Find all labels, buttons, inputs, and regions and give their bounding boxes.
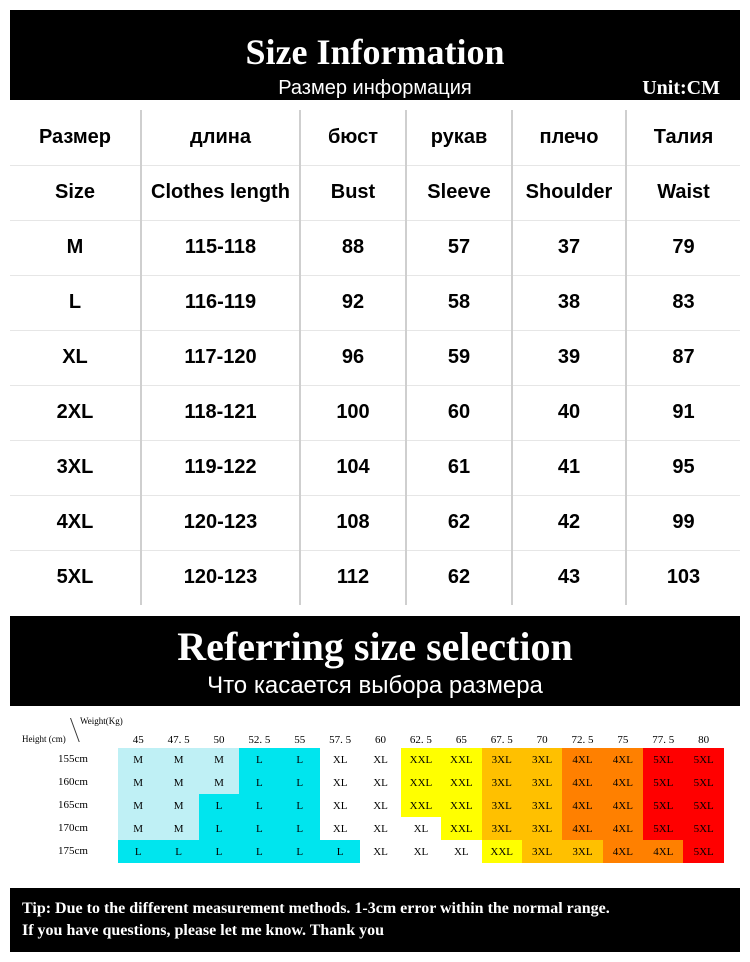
grid-cell: 3XL: [562, 840, 602, 863]
table-cell: Талия: [626, 110, 740, 165]
footer-tip: [10, 888, 740, 952]
table-cell: 119-122: [141, 440, 300, 495]
grid-cell: L: [239, 748, 279, 771]
grid-cell: XL: [320, 748, 360, 771]
table-cell: длина: [141, 110, 300, 165]
table-cell: 61: [406, 440, 512, 495]
grid-cell: L: [239, 771, 279, 794]
table-header-en: [10, 165, 740, 220]
grid-cell: 3XL: [522, 794, 562, 817]
weight-label: 52. 5: [248, 734, 271, 746]
grid-cell: L: [239, 840, 279, 863]
table-cell: 62: [406, 495, 512, 550]
grid-cell: 4XL: [603, 794, 643, 817]
grid-cell: 4XL: [562, 794, 602, 817]
weight-label: 45: [132, 734, 144, 746]
weight-label: 80: [698, 734, 710, 746]
table-cell: 103: [626, 550, 740, 605]
table-cell: L: [10, 275, 141, 330]
weight-label: 67. 5: [490, 734, 513, 746]
table-cell: 118-121: [141, 385, 300, 440]
grid-cell: M: [158, 794, 198, 817]
grid-cell: XXL: [441, 771, 481, 794]
grid-cell: 5XL: [643, 771, 683, 794]
grid-cell: M: [199, 748, 239, 771]
grid-cell: 5XL: [683, 771, 723, 794]
table-cell: 57: [406, 220, 512, 275]
grid-cell: XL: [320, 817, 360, 840]
grid-cell: XL: [401, 817, 441, 840]
weight-axis-label: Weight(Kg): [80, 716, 123, 726]
table-row: [10, 440, 740, 495]
height-label: 175cm: [58, 845, 88, 857]
height-label: 160cm: [58, 776, 88, 788]
grid-cell: 4XL: [562, 748, 602, 771]
table-cell: 108: [300, 495, 406, 550]
table-cell: 120-123: [141, 550, 300, 605]
size-table: [10, 110, 740, 605]
table-cell: 117-120: [141, 330, 300, 385]
table-cell: 88: [300, 220, 406, 275]
table-cell: 120-123: [141, 495, 300, 550]
table-cell: 4XL: [10, 495, 141, 550]
unit-label: Unit:CM: [642, 77, 720, 99]
grid-cell: 4XL: [603, 817, 643, 840]
table-cell: 3XL: [10, 440, 141, 495]
grid-cell: XXL: [441, 748, 481, 771]
grid-cell: L: [280, 771, 320, 794]
table-row: [10, 550, 740, 605]
grid-cell: 3XL: [522, 748, 562, 771]
table-row: [10, 495, 740, 550]
grid-cell: XXL: [482, 840, 522, 863]
grid-cell: XL: [320, 771, 360, 794]
grid-cell: M: [118, 817, 158, 840]
size-selection-chart: [10, 706, 740, 886]
weight-label: 72. 5: [571, 734, 594, 746]
grid-cell: L: [280, 817, 320, 840]
table-cell: Size: [10, 165, 141, 220]
height-axis-label: Height (cm): [22, 734, 66, 744]
table-header-ru: [10, 110, 740, 165]
referring-header: [10, 616, 740, 706]
size-info-header: [10, 10, 740, 100]
table-cell: 100: [300, 385, 406, 440]
grid-cell: L: [239, 817, 279, 840]
grid-cell: 5XL: [683, 748, 723, 771]
grid-cell: 3XL: [482, 817, 522, 840]
table-cell: 39: [512, 330, 626, 385]
weight-label: 70: [536, 734, 548, 746]
grid-cell: M: [118, 794, 158, 817]
grid-cell: 3XL: [522, 840, 562, 863]
table-cell: Sleeve: [406, 165, 512, 220]
table-cell: 104: [300, 440, 406, 495]
table-cell: 41: [512, 440, 626, 495]
tip-line-1: Tip: Due to the different measurement methods. 1-3cm error within the normal range.: [22, 900, 610, 917]
table-cell: XL: [10, 330, 141, 385]
table-cell: 112: [300, 550, 406, 605]
grid-cell: XL: [360, 794, 400, 817]
table-cell: Waist: [626, 165, 740, 220]
grid-cell: L: [320, 840, 360, 863]
grid-cell: L: [118, 840, 158, 863]
table-cell: 2XL: [10, 385, 141, 440]
weight-height-grid: [118, 732, 724, 863]
grid-cell: 5XL: [643, 794, 683, 817]
grid-cell: XL: [360, 748, 400, 771]
table-cell: 92: [300, 275, 406, 330]
table-row: [10, 220, 740, 275]
table-cell: 58: [406, 275, 512, 330]
grid-cell: XXL: [401, 771, 441, 794]
grid-cell: 5XL: [683, 840, 723, 863]
grid-cell: 4XL: [603, 771, 643, 794]
weight-label: 57. 5: [329, 734, 352, 746]
grid-cell: 4XL: [562, 817, 602, 840]
weight-label: 77. 5: [652, 734, 675, 746]
grid-row: [118, 840, 724, 863]
weight-label: 55: [294, 734, 306, 746]
grid-cell: 4XL: [643, 840, 683, 863]
grid-cell: M: [158, 817, 198, 840]
grid-cell: 4XL: [603, 840, 643, 863]
grid-cell: L: [280, 748, 320, 771]
table-cell: Clothes length: [141, 165, 300, 220]
table-row: [10, 275, 740, 330]
grid-cell: 5XL: [643, 817, 683, 840]
tip-line-2: If you have questions, please let me know. Thank you: [22, 922, 384, 939]
table-cell: плечо: [512, 110, 626, 165]
table-cell: 116-119: [141, 275, 300, 330]
grid-cell: XL: [360, 840, 400, 863]
table-cell: Shoulder: [512, 165, 626, 220]
table-cell: M: [10, 220, 141, 275]
table-cell: Bust: [300, 165, 406, 220]
table-cell: 62: [406, 550, 512, 605]
grid-cell: L: [239, 794, 279, 817]
grid-cell: L: [199, 794, 239, 817]
table-cell: 87: [626, 330, 740, 385]
table-cell: 60: [406, 385, 512, 440]
table-cell: рукав: [406, 110, 512, 165]
size-info-title: Size Information: [245, 32, 505, 72]
grid-row: [118, 817, 724, 840]
grid-cell: XL: [320, 794, 360, 817]
weight-label: 75: [617, 734, 629, 746]
grid-cell: 3XL: [522, 817, 562, 840]
grid-cell: 5XL: [683, 794, 723, 817]
weight-label: 60: [375, 734, 387, 746]
grid-cell: 5XL: [643, 748, 683, 771]
table-row: [10, 330, 740, 385]
height-column: [58, 748, 88, 863]
table-cell: бюст: [300, 110, 406, 165]
grid-cell: XL: [360, 817, 400, 840]
grid-cell: L: [280, 840, 320, 863]
table-cell: 5XL: [10, 550, 141, 605]
grid-cell: 3XL: [522, 771, 562, 794]
grid-cell: M: [118, 771, 158, 794]
grid-cell: 5XL: [683, 817, 723, 840]
grid-cell: M: [118, 748, 158, 771]
grid-row: [118, 771, 724, 794]
grid-row: [118, 794, 724, 817]
weight-header-row: [118, 732, 724, 748]
weight-label: 50: [213, 734, 225, 746]
grid-cell: L: [199, 817, 239, 840]
grid-cell: XL: [401, 840, 441, 863]
grid-cell: M: [199, 771, 239, 794]
table-cell: 59: [406, 330, 512, 385]
grid-cell: 4XL: [603, 748, 643, 771]
grid-cell: 3XL: [482, 794, 522, 817]
height-label: 155cm: [58, 753, 88, 765]
grid-cell: M: [158, 748, 198, 771]
grid-cell: XXL: [441, 817, 481, 840]
height-label: 170cm: [58, 822, 88, 834]
grid-cell: 4XL: [562, 771, 602, 794]
height-label: 165cm: [58, 799, 88, 811]
table-row: [10, 385, 740, 440]
size-info-subtitle: Размер информация: [278, 77, 472, 99]
table-cell: 115-118: [141, 220, 300, 275]
grid-cell: XXL: [441, 794, 481, 817]
grid-cell: M: [158, 771, 198, 794]
grid-cell: L: [199, 840, 239, 863]
table-cell: 99: [626, 495, 740, 550]
table-cell: 83: [626, 275, 740, 330]
table-cell: 79: [626, 220, 740, 275]
table-cell: 40: [512, 385, 626, 440]
referring-subtitle: Что касается выбора размера: [207, 672, 543, 699]
table-cell: 96: [300, 330, 406, 385]
grid-cell: L: [158, 840, 198, 863]
grid-cell: 3XL: [482, 748, 522, 771]
grid-cell: XXL: [401, 748, 441, 771]
weight-label: 65: [455, 734, 467, 746]
table-cell: 95: [626, 440, 740, 495]
referring-title: Referring size selection: [177, 624, 573, 669]
table-cell: 91: [626, 385, 740, 440]
grid-cell: XXL: [401, 794, 441, 817]
weight-label: 47. 5: [167, 734, 190, 746]
table-cell: 38: [512, 275, 626, 330]
grid-cell: 3XL: [482, 771, 522, 794]
grid-cell: L: [280, 794, 320, 817]
table-cell: 42: [512, 495, 626, 550]
grid-cell: XL: [360, 771, 400, 794]
table-cell: 43: [512, 550, 626, 605]
grid-cell: XL: [441, 840, 481, 863]
grid-row: [118, 748, 724, 771]
table-cell: Размер: [10, 110, 141, 165]
weight-label: 62. 5: [409, 734, 432, 746]
table-cell: 37: [512, 220, 626, 275]
